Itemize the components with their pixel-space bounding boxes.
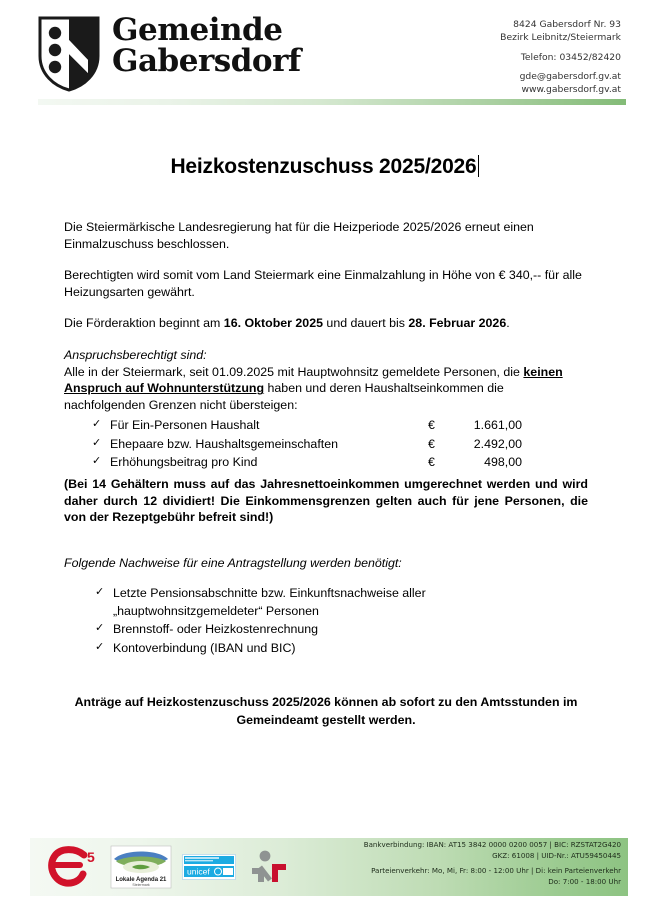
required-documents-list [95, 585, 535, 658]
check-icon: ✓ [92, 455, 102, 468]
period-end-date: 28. Februar 2026 [408, 316, 507, 330]
page-title [0, 155, 649, 179]
closing-line-2: im Gemeindeamt gestellt werden. [236, 695, 578, 727]
header-contact-block [500, 18, 621, 97]
paragraph-amount [64, 267, 588, 300]
lokale-agenda-21-logo [110, 845, 172, 889]
income-limit-currency: € [428, 455, 435, 470]
contact-phone-group [500, 51, 621, 64]
page-title-text: Heizkostenzuschuss 2025/2026 [170, 155, 477, 178]
list-item [92, 417, 522, 435]
documents-heading: Folgende Nachweise für eine Antragstellung werden benötigt: [64, 556, 402, 570]
required-document-label: Letzte Pensionsabschnitte bzw. Einkunftsnachweise aller „hauptwohnsitzgemeldeter“ Personen [113, 586, 426, 618]
paragraph-eligibility [64, 347, 588, 414]
closing-statement [64, 694, 588, 730]
municipality-line-2: Gabersdorf [112, 43, 301, 80]
contact-email[interactable]: gde@gabersdorf.gv.at [519, 71, 621, 83]
footer-hours-line-1: Parteienverkehr: Mo, Mi, Fr: 8:00 - 12:00 Uhr | Di: kein Parteienverkehr [371, 866, 621, 876]
paragraph-intro [64, 219, 588, 252]
contact-district: Bezirk Leibnitz/Steiermark [500, 32, 621, 44]
eligibility-emphasis: keinen Anspruch auf Wohnunterstützung [64, 364, 563, 396]
contact-website[interactable]: www.gabersdorf.gv.at [521, 84, 621, 96]
footer-bank-line-2: GKZ: 61008 | UID-Nr.: ATU59450445 [492, 850, 621, 860]
check-icon: ✓ [92, 418, 102, 430]
paragraph-period [64, 315, 588, 332]
contact-address-group [500, 18, 621, 45]
required-document-label: Kontoverbindung (IBAN und BIC) [113, 640, 296, 655]
partner-logo [246, 850, 292, 884]
page-header [0, 0, 649, 96]
municipality-name [112, 12, 301, 80]
footer-logo-strip [48, 842, 292, 892]
e5-logo [48, 846, 100, 888]
footer-bank-line-1: Bankverbindung: IBAN: AT15 3842 0000 0200 0057 | BIC: RZSTAT2G420 [363, 840, 621, 849]
income-limit-value: 498,00 [484, 455, 522, 470]
svg-text:5: 5 [87, 849, 95, 865]
header-divider-bar [38, 99, 626, 105]
paragraph-intro-line-1: Die Steiermärkische Landesregierung hat für die Heizperiode 2025/2026 erneut einen [64, 220, 534, 234]
income-note: (Bei 14 Gehältern muss auf das Jahresnettoeinkommen umgerechnet werden und wird daher durch 12 dividiert! Die Einkommensgrenzen gelten auch für jene Personen, die von der Rezeptgebühr befreit sind!) [64, 477, 588, 525]
check-icon: ✓ [95, 640, 105, 653]
income-limit-label: Erhöhungsbeitrag pro Kind [110, 455, 258, 470]
svg-text:Steiermark: Steiermark [132, 883, 150, 887]
eligibility-line-3: nachfolgenden Grenzen nicht übersteigen: [64, 398, 298, 413]
eligibility-line-2b: haben und deren Haushaltseinkommen die [264, 381, 504, 396]
income-limits-list [92, 417, 522, 473]
footer-info-text [301, 840, 621, 888]
paragraph-amount-line-2: € 340,-- für alle Heizungsarten gewährt. [64, 268, 582, 299]
period-start-date: 16. Oktober 2025 [223, 316, 323, 330]
eligibility-line-1: Alle in der Steiermark, seit 01.09.2025 mit Hauptwohnsitz gemeldete Personen, die [64, 364, 520, 379]
check-icon: ✓ [95, 586, 105, 598]
income-limit-currency: € [428, 436, 435, 451]
income-limit-currency: € [428, 418, 435, 432]
period-prefix: Die Förderaktion beginnt am [64, 316, 224, 330]
list-item [92, 436, 522, 454]
contact-web-group [500, 70, 621, 97]
footer-hours-line-2: Do: 7:00 - 18:00 Uhr [548, 876, 621, 886]
eligibility-heading: Anspruchsberechtigt sind: [64, 348, 207, 362]
footer-hours-block [301, 866, 621, 887]
list-item [92, 454, 522, 472]
svg-text:unicef: unicef [187, 866, 210, 877]
income-limit-value: 1.661,00 [473, 418, 522, 432]
period-suffix: . [506, 316, 510, 330]
check-icon: ✓ [92, 436, 102, 449]
footer-bank-block [301, 840, 621, 861]
paragraph-intro-line-2: Einmalzuschuss beschlossen. [64, 236, 230, 251]
income-limit-label: Ehepaare bzw. Haushaltsgemeinschaften [110, 436, 338, 451]
list-item [95, 640, 535, 658]
municipality-line-1: Gemeinde [112, 12, 283, 48]
svg-text:Lokale Agenda 21: Lokale Agenda 21 [115, 877, 167, 883]
list-item [95, 585, 535, 620]
unicef-logo [182, 854, 236, 880]
contact-phone: Telefon: 03452/82420 [520, 51, 621, 63]
list-item [95, 621, 535, 639]
paragraph-amount-line-1: Berechtigten wird somit vom Land Steiermark eine Einmalzahlung in Höhe von [64, 268, 496, 282]
income-limit-value: 2.492,00 [473, 436, 522, 451]
contact-address: 8424 Gabersdorf Nr. 93 [513, 19, 621, 30]
required-document-label: Brennstoff- oder Heizkostenrechnung [113, 622, 319, 637]
eligibility-text [64, 364, 588, 414]
closing-line-1: Anträge auf Heizkostenzuschuss 2025/2026 können ab sofort zu den Amtsstunden [74, 695, 560, 709]
check-icon: ✓ [95, 622, 105, 635]
coat-of-arms-icon [38, 16, 100, 92]
period-middle: und dauert bis [322, 316, 409, 330]
income-limit-label: Für Ein-Personen Haushalt [110, 418, 260, 432]
text-cursor [478, 155, 479, 177]
